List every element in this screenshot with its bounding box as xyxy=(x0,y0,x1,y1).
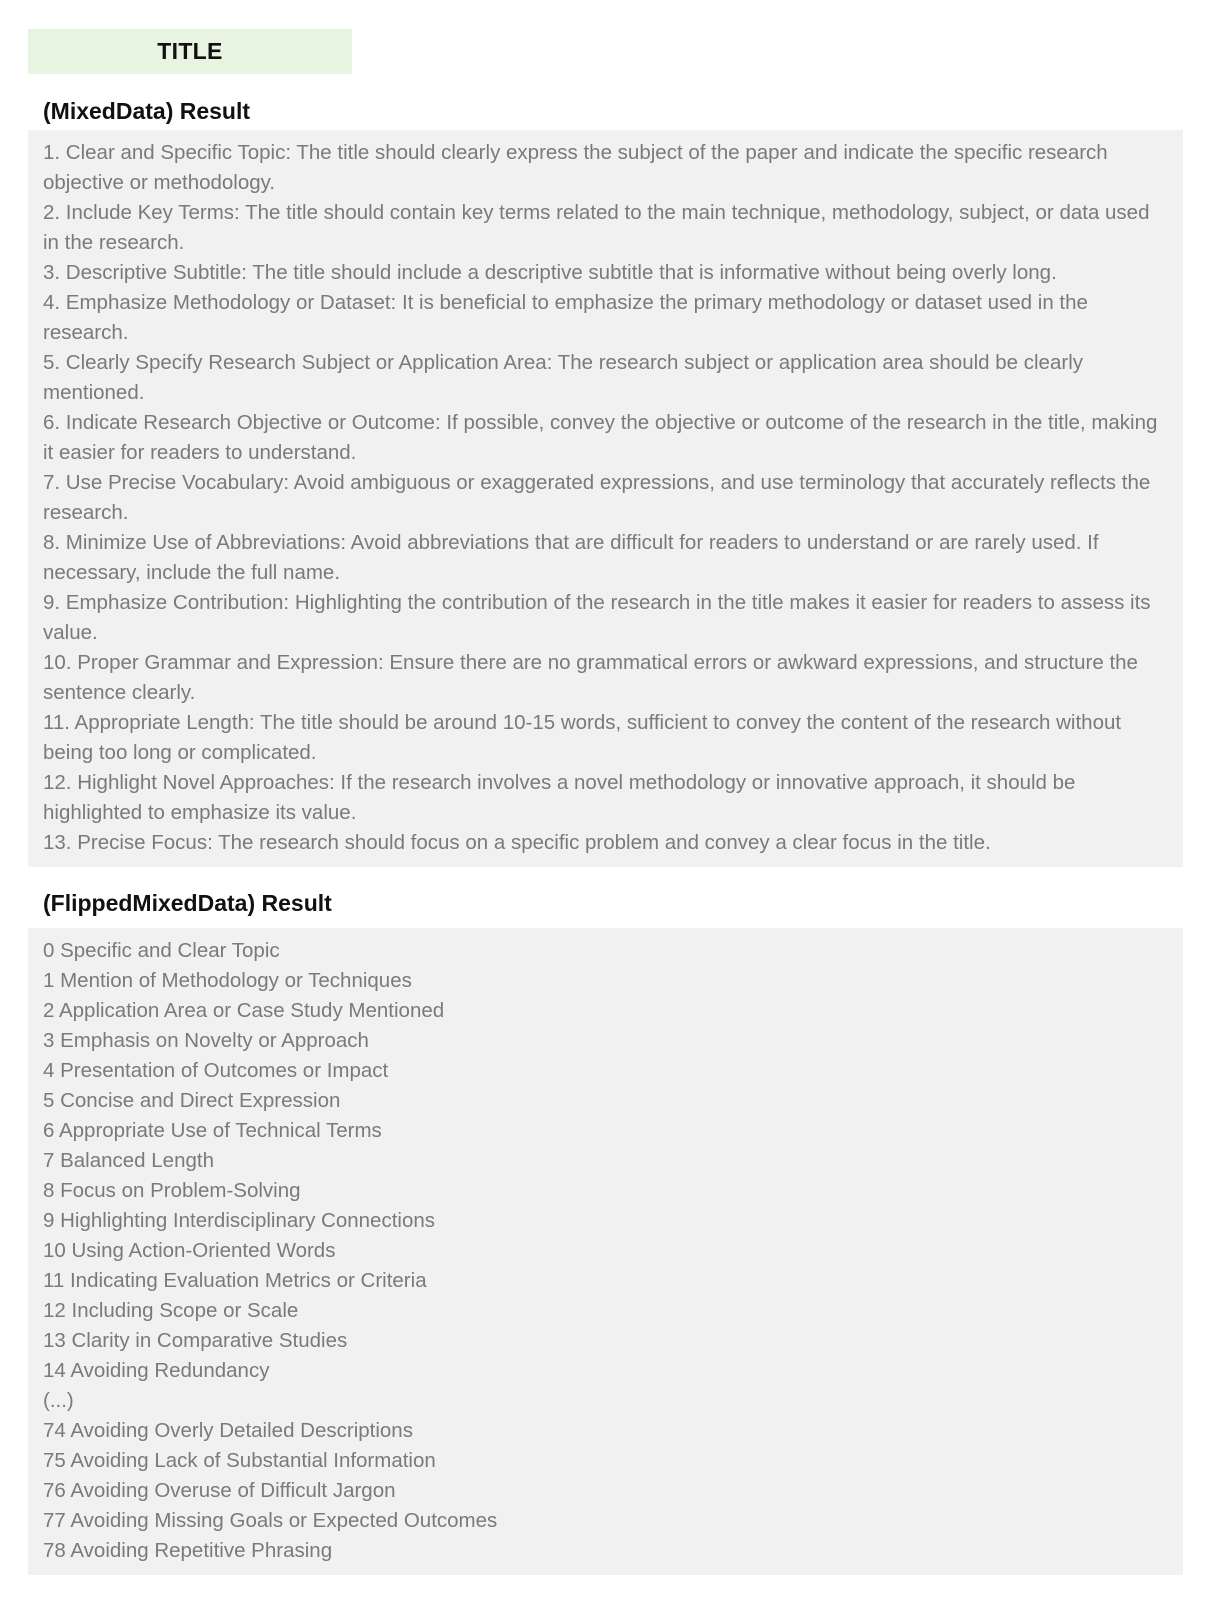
list-item: 12. Highlight Novel Approaches: If the research involves a novel methodology or innovative approach, it should be highlighted to emphasize its value. xyxy=(43,771,1076,824)
list-item: 10 Using Action-Oriented Words xyxy=(43,1239,336,1262)
list-item: 7. Use Precise Vocabulary: Avoid ambiguous or exaggerated expressions, and use terminology that accurately reflects the research. xyxy=(43,471,1151,524)
list-item: 2 Application Area or Case Study Mentioned xyxy=(43,999,445,1022)
list-item: 7 Balanced Length xyxy=(43,1149,214,1172)
list-item: 3 Emphasis on Novelty or Approach xyxy=(43,1029,369,1052)
list-item: 9. Emphasize Contribution: Highlighting the contribution of the research in the title makes it easier for readers to assess its value. xyxy=(43,591,1151,644)
list-item: 1. Clear and Specific Topic: The title should clearly express the subject of the paper and indicate the specific research objective or methodology. xyxy=(43,141,1108,194)
list-item: 11. Appropriate Length: The title should be around 10-15 words, sufficient to convey the content of the research without being too long or complicated. xyxy=(43,711,1122,764)
list-item: 13. Precise Focus: The research should focus on a specific problem and convey a clear focus in the title. xyxy=(43,831,991,854)
mixed-data-panel xyxy=(28,130,1183,867)
list-item: 10. Proper Grammar and Expression: Ensure there are no grammatical errors or awkward expressions, and structure the sentence clearly. xyxy=(43,651,1138,704)
list-item: 11 Indicating Evaluation Metrics or Criteria xyxy=(43,1269,427,1292)
list-item: 13 Clarity in Comparative Studies xyxy=(43,1329,348,1352)
list-item: 8. Minimize Use of Abbreviations: Avoid abbreviations that are difficult for readers to understand or are rarely used. If necessary, include the full name. xyxy=(43,531,1099,584)
list-item: 0 Specific and Clear Topic xyxy=(43,939,280,962)
flipped-mixed-data-list xyxy=(43,936,1167,1566)
list-item: 6. Indicate Research Objective or Outcome: If possible, convey the objective or outcome of the research in the title, making it easier for readers to understand. xyxy=(43,411,1158,464)
ellipsis-item: (...) xyxy=(43,1389,74,1412)
flipped-mixed-data-heading: (FlippedMixedData) Result xyxy=(43,890,332,916)
title-tag: TITLE xyxy=(28,29,352,74)
list-item: 5 Concise and Direct Expression xyxy=(43,1089,341,1112)
mixed-data-list xyxy=(43,138,1167,858)
list-item: 4 Presentation of Outcomes or Impact xyxy=(43,1059,389,1082)
list-item: 12 Including Scope or Scale xyxy=(43,1299,299,1322)
list-item: 6 Appropriate Use of Technical Terms xyxy=(43,1119,382,1142)
list-item: 74 Avoiding Overly Detailed Descriptions xyxy=(43,1419,413,1442)
list-item: 76 Avoiding Overuse of Difficult Jargon xyxy=(43,1479,396,1502)
list-item: 78 Avoiding Repetitive Phrasing xyxy=(43,1539,333,1562)
list-item: 14 Avoiding Redundancy xyxy=(43,1359,270,1382)
list-item: 77 Avoiding Missing Goals or Expected Outcomes xyxy=(43,1509,498,1532)
list-item: 1 Mention of Methodology or Techniques xyxy=(43,969,412,992)
list-item: 8 Focus on Problem-Solving xyxy=(43,1179,301,1202)
mixed-data-heading: (MixedData) Result xyxy=(43,98,251,124)
list-item: 4. Emphasize Methodology or Dataset: It is beneficial to emphasize the primary methodology or dataset used in the research. xyxy=(43,291,1088,344)
list-item: 75 Avoiding Lack of Substantial Information xyxy=(43,1449,436,1472)
list-item: 5. Clearly Specify Research Subject or Application Area: The research subject or application area should be clearly mentioned. xyxy=(43,351,1083,404)
flipped-mixed-data-panel xyxy=(28,928,1183,1575)
list-item: 2. Include Key Terms: The title should contain key terms related to the main technique, methodology, subject, or data used in the research. xyxy=(43,201,1150,254)
list-item: 3. Descriptive Subtitle: The title should include a descriptive subtitle that is informative without being overly long. xyxy=(43,261,1057,284)
list-item: 9 Highlighting Interdisciplinary Connections xyxy=(43,1209,435,1232)
